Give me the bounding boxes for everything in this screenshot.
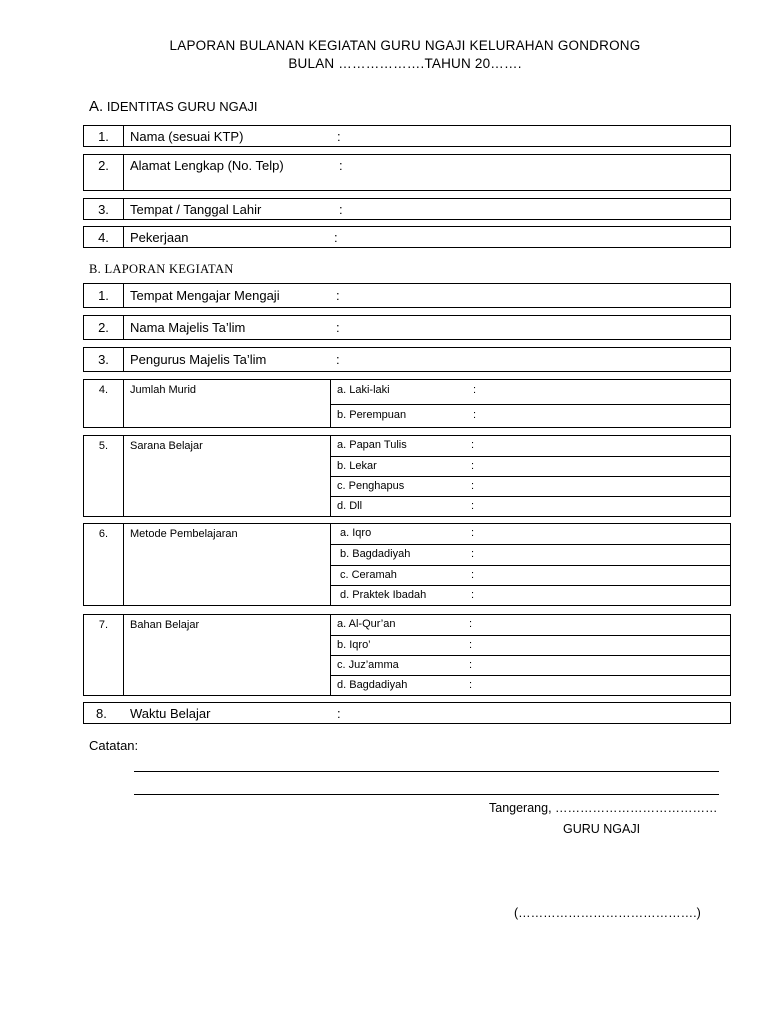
sub-item-colon: : (471, 439, 475, 451)
sub-item-label: b. Iqro’ (337, 639, 371, 651)
notes-line (134, 794, 719, 795)
activity-row-time (83, 702, 731, 724)
sub-item-label: c. Ceramah (340, 569, 397, 581)
sub-item (331, 476, 730, 496)
sub-item-colon: : (471, 589, 475, 601)
row-label: Nama Majelis Ta’lim (130, 320, 246, 335)
sub-item-label: b. Lekar (337, 460, 377, 472)
sub-item (331, 380, 730, 404)
signature-line: (…………………………………….) (514, 906, 701, 920)
row-colon: : (339, 158, 343, 173)
sub-item (331, 585, 730, 606)
sub-item-colon: : (473, 384, 477, 396)
notes-line (134, 771, 719, 772)
row-colon: : (336, 288, 340, 303)
sub-item (331, 565, 730, 585)
sub-item-colon: : (469, 618, 473, 630)
sub-item-colon: : (473, 409, 477, 421)
row-colon: : (336, 320, 340, 335)
activity-row-majelis-name (83, 315, 731, 340)
sub-item-label: b. Perempuan (337, 409, 407, 421)
sub-item-colon: : (471, 548, 475, 560)
document-subtitle: BULAN ……………….TAHUN 20……. (288, 56, 522, 71)
row-number: 7. (84, 615, 124, 695)
sub-item-colon: : (469, 639, 473, 651)
row-number: 3. (84, 348, 124, 371)
identity-row-name (83, 125, 731, 147)
sub-item-colon: : (471, 569, 475, 581)
activity-row-place (83, 283, 731, 308)
sub-item-label: a. Al-Qur’an (337, 618, 396, 630)
sub-item-label: a. Papan Tulis (337, 439, 407, 451)
row-label: Nama (sesuai KTP) (130, 129, 244, 144)
row-label: Jumlah Murid (130, 384, 197, 396)
row-number: 6. (84, 524, 124, 605)
sub-item-colon: : (471, 460, 475, 472)
sub-item (331, 544, 730, 565)
sub-item-label: a. Iqro (340, 527, 372, 539)
row-label: Waktu Belajar (130, 706, 211, 721)
row-label: Pekerjaan (130, 230, 189, 245)
row-label: Sarana Belajar (130, 440, 203, 452)
sub-item-colon: : (469, 679, 473, 691)
sub-item (331, 524, 730, 544)
sub-item (331, 436, 730, 456)
section-b-heading: B. LAPORAN KEGIATAN (89, 262, 234, 276)
row-colon: : (336, 352, 340, 367)
sub-item-label: d. Bagdadiyah (337, 679, 408, 691)
row-number: 8. (96, 706, 107, 721)
section-a-letter: A. (89, 98, 104, 115)
row-number: 1. (84, 284, 124, 307)
row-number: 4. (84, 380, 124, 427)
sub-item (331, 615, 730, 635)
row-colon: : (339, 202, 343, 217)
row-number: 2. (84, 155, 124, 190)
row-number: 1. (84, 126, 124, 146)
sub-item-label: c. Penghapus (337, 480, 405, 492)
sub-item-colon: : (471, 527, 475, 539)
row-label: Tempat / Tanggal Lahir (130, 202, 262, 217)
sub-item-colon: : (469, 659, 473, 671)
row-label: Bahan Belajar (130, 619, 200, 631)
identity-row-birth (83, 198, 731, 220)
activity-group-facilities (83, 435, 731, 517)
row-colon: : (337, 706, 341, 721)
sub-item (331, 675, 730, 696)
identity-row-address (83, 154, 731, 191)
sub-item-label: d. Praktek Ibadah (340, 589, 427, 601)
row-number: 5. (84, 436, 124, 516)
activity-row-majelis-board (83, 347, 731, 372)
sub-item-label: a. Laki-laki (337, 384, 390, 396)
sub-item-label: d. Dll (337, 500, 363, 512)
row-colon: : (334, 230, 338, 245)
sub-item-label: b. Bagdadiyah (340, 548, 411, 560)
sub-item (331, 655, 730, 675)
activity-group-methods (83, 523, 731, 606)
sub-item-label: c. Juz’amma (337, 659, 399, 671)
row-number: 2. (84, 316, 124, 339)
row-label: Tempat Mengajar Mengaji (130, 288, 280, 303)
section-a-heading (89, 98, 258, 115)
row-number: 3. (84, 199, 124, 219)
sub-item (331, 635, 730, 655)
signer-role: GURU NGAJI (563, 822, 641, 836)
document-title: LAPORAN BULANAN KEGIATAN GURU NGAJI KELURAHAN GONDRONG (169, 38, 641, 53)
sub-item-colon: : (471, 500, 475, 512)
row-label: Metode Pembelajaran (130, 528, 238, 540)
identity-row-job (83, 226, 731, 248)
sub-item (331, 496, 730, 517)
row-label: Pengurus Majelis Ta’lim (130, 352, 267, 367)
notes-label: Catatan: (89, 738, 139, 753)
place-date: Tangerang, ………………………………… (489, 801, 718, 815)
activity-group-materials (83, 614, 731, 696)
row-label: Alamat Lengkap (No. Telp) (130, 158, 284, 173)
sub-item (331, 404, 730, 428)
sub-item-colon: : (471, 480, 475, 492)
activity-group-students (83, 379, 731, 428)
row-number: 4. (84, 227, 124, 247)
row-colon: : (337, 129, 341, 144)
section-a-title: IDENTITAS GURU NGAJI (106, 99, 258, 114)
sub-item (331, 456, 730, 476)
